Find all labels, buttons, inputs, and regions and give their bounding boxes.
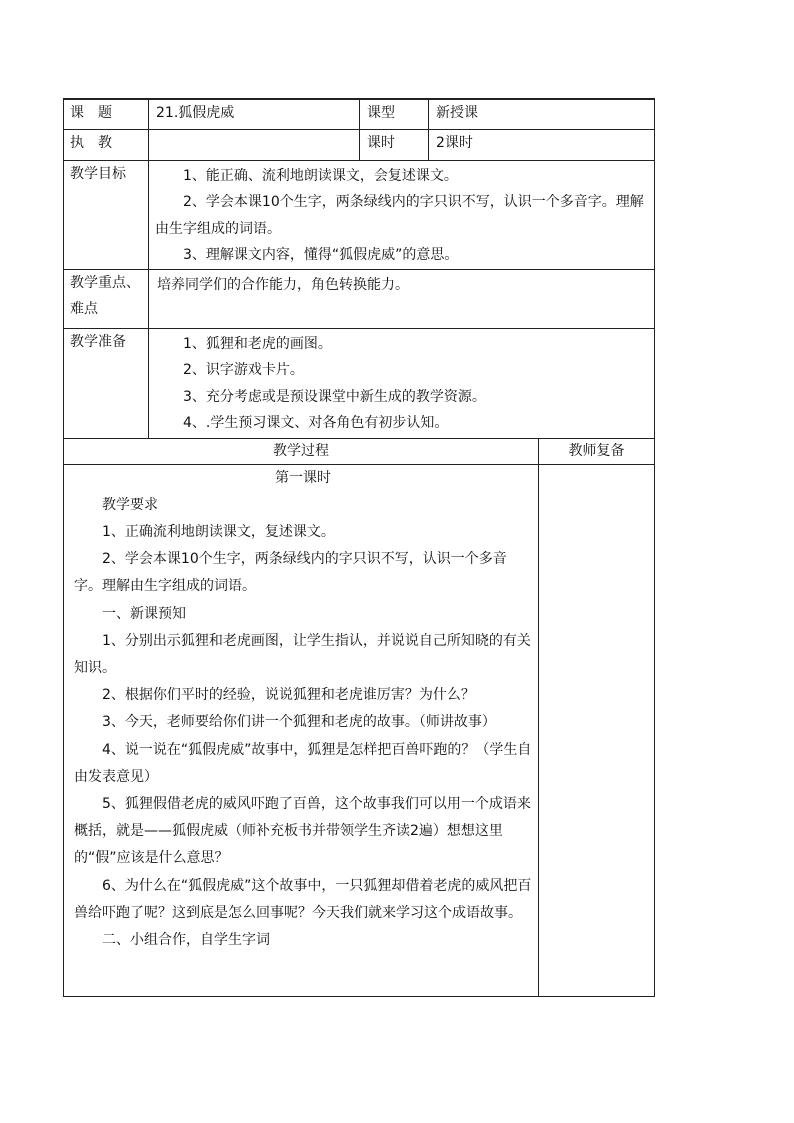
process-paragraph: 2、根据你们平时的经验，说说狐狸和老虎谁厉害？为什么？ [102,687,475,704]
process-paragraph: 2、学会本课10个生字，两条绿线内的字只识不写，认识一个多音字。理解由生字组成的词语。 [74,551,507,595]
row-topic [64,99,655,129]
session-title: 第一课时 [275,469,331,486]
preparation-label: 教学准备 [64,328,149,438]
process-paragraph: 4、说一说在“狐假虎威”故事中，狐狸是怎样把百兽吓跑的？（学生自由发表意见） [74,741,532,785]
review-column [539,464,655,996]
type-label: 课型 [360,99,429,129]
process-paragraph: 教学要求 [102,496,158,513]
goals-content [149,160,655,269]
row-process-header [64,438,655,464]
goal-item: 2、学会本课10个生字，两条绿线内的字只识不写，认识一个多音字。理解由生字组成的词语。 [155,194,644,237]
process-label: 教学过程 [64,438,539,464]
preparation-content [149,328,655,438]
goal-item: 3、理解课文内容，懂得“狐假虎威”的意思。 [183,247,459,263]
preparation-item: 3、充分考虑或是预设课堂中新生成的教学资源。 [183,388,486,405]
goal-item: 1、能正确、流利地朗读课文，会复述课文。 [183,167,458,184]
process-paragraph: 6、为什么在“狐假虎威”这个故事中，一只狐狸却借着老虎的威风把百兽给吓跑了呢？这到底是怎么回事呢？今天我们就来学习这个成语故事。 [74,877,532,921]
topic-label: 课 题 [64,99,149,129]
goals-label: 教学目标 [64,160,149,269]
preparation-item: 2、识字游戏卡片。 [183,362,304,378]
preparation-item: 1、狐狸和老虎的画图。 [183,335,332,352]
process-paragraph: 1、分别出示狐狸和老虎画图，让学生指认，并说说自己所知晓的有关知识。 [74,632,531,676]
type-value: 新授课 [429,99,655,129]
teacher-label: 执 教 [64,129,149,160]
topic-value: 21.狐假虎威 [149,99,360,129]
row-key-points [64,269,655,328]
review-label: 教师复备 [539,438,655,464]
hours-value: 2课时 [429,129,655,160]
process-paragraph: 5、狐狸假借老虎的威风吓跑了百兽，这个故事我们可以用一个成语来概括，就是——狐假虎威（师补充板书并带领学生齐读2遍）想想这里的“假”应该是什么意思？ [74,795,531,867]
preparation-item: 4、.学生预习课文、对各角色有初步认知。 [183,415,449,431]
row-goals [64,160,655,269]
process-paragraph: 一、新课预知 [102,605,186,622]
teacher-value [149,129,360,160]
key-points-text: 培养同学们的合作能力，角色转换能力。 [157,276,409,293]
row-process-body [64,464,655,996]
lesson-plan-table [63,98,655,997]
hours-label: 课时 [360,129,429,160]
key-points-label: 教学重点、难点 [64,269,149,328]
row-teacher [64,129,655,160]
process-paragraph: 3、今天，老师要给你们讲一个狐狸和老虎的故事。（师讲故事） [102,714,496,731]
key-points-content [149,269,655,328]
row-preparation [64,328,655,438]
process-content [64,464,539,996]
process-paragraph: 1、正确流利地朗读课文，复述课文。 [102,523,335,540]
process-paragraph: 二、小组合作，自学生字词 [102,931,270,948]
